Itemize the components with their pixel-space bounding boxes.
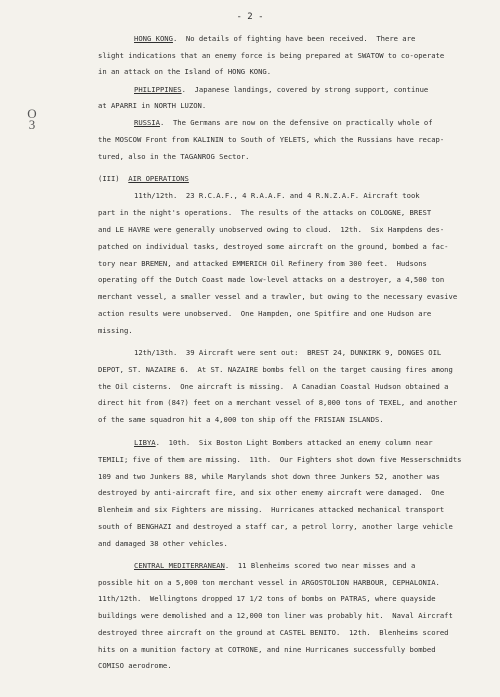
text-line: TEMILI; five of them are missing. 11th. Our Fighters shot down five Messerschmidts bbox=[98, 455, 462, 464]
text-line: COMISO aerodrome. bbox=[98, 661, 172, 670]
heading-russia: RUSSIA bbox=[134, 118, 160, 127]
text-line: part in the night's operations. The results of the attacks on COLOGNE, BREST bbox=[98, 208, 432, 217]
text-line: 109 and two Junkers 88, while Marylands shot down three Junkers 52, another was bbox=[98, 472, 440, 481]
heading-philippines: PHILIPPINES bbox=[134, 85, 182, 94]
section-heading bbox=[98, 174, 189, 184]
text-line: destroyed by anti-aircraft fire, and six other enemy aircraft were damaged. One bbox=[98, 488, 445, 497]
text-line: possible hit on a 5,000 ton merchant vessel in ARGOSTOLION HARBOUR, CEPHALONIA. bbox=[98, 578, 440, 587]
text-line: 11th/12th. 23 R.C.A.F., 4 R.A.A.F. and 4 R.N.Z.A.F. Aircraft took bbox=[134, 191, 420, 200]
text-line: patched on individual tasks, destroyed some aircraft on the ground, bombed a fac- bbox=[98, 242, 449, 251]
text-line: CENTRAL MEDITERRANEAN. 11 Blenheims scored two near misses and a bbox=[134, 561, 416, 570]
text-line: of the same squadron hit a 4,000 ton ship off the FRISIAN ISLANDS. bbox=[98, 415, 384, 424]
text-line: and LE HAVRE were generally unobserved owing to cloud. 12th. Six Hampdens des- bbox=[98, 225, 445, 234]
section-title: AIR OPERATIONS bbox=[128, 174, 189, 183]
text-line: at APARRI in NORTH LUZON. bbox=[98, 101, 207, 110]
text-line: slight indications that an enemy force is being prepared at SWATOW to co-operate bbox=[98, 51, 445, 60]
section-number: (III) bbox=[98, 174, 120, 183]
text-line: merchant vessel, a smaller vessel and a trawler, but owing to the necessary evasive bbox=[98, 292, 458, 301]
text-line: the Oil cisterns. One aircraft is missing. A Canadian Coastal Hudson obtained a bbox=[98, 382, 449, 391]
text-line: the MOSCOW Front from KALININ to South of YELETS, which the Russians have recap- bbox=[98, 135, 445, 144]
text-line: action results were unobserved. One Hampden, one Spitfire and one Hudson are bbox=[98, 309, 432, 318]
text-line: in an attack on the Island of HONG KONG. bbox=[98, 67, 272, 76]
heading-central-mediterranean: CENTRAL MEDITERRANEAN bbox=[134, 561, 225, 570]
text-line: 11th/12th. Wellingtons dropped 17 1/2 tons of bombs on PATRAS, where quayside bbox=[98, 594, 436, 603]
margin-handwritten-mark: O 3 bbox=[27, 106, 37, 132]
heading-libya: LIBYA bbox=[134, 438, 156, 447]
text-line: PHILIPPINES. Japanese landings, covered by strong support, continue bbox=[134, 85, 429, 94]
text-line: missing. bbox=[98, 326, 133, 335]
text-line: operating off the Dutch Coast made low-level attacks on a destroyer, a 4,500 ton bbox=[98, 275, 445, 284]
text-line: LIBYA. 10th. Six Boston Light Bombers attacked an enemy column near bbox=[134, 438, 433, 447]
text-line: RUSSIA. The Germans are now on the defensive on practically whole of bbox=[134, 118, 433, 127]
text-line: tured, also in the TAGANROG Sector. bbox=[98, 152, 250, 161]
text-line: DEPOT, ST. NAZAIRE 6. At ST. NAZAIRE bombs fell on the target causing fires among bbox=[98, 365, 453, 374]
text-line: south of BENGHAZI and destroyed a staff car, a petrol lorry, another large vehicle bbox=[98, 522, 453, 531]
text-line: hits on a munition factory at COTRONE, and nine Hurricanes successfully bombed bbox=[98, 645, 436, 654]
text-line: and damaged 38 other vehicles. bbox=[98, 539, 228, 548]
page-number: - 2 - bbox=[236, 12, 264, 22]
text-line: 12th/13th. 39 Aircraft were sent out: BREST 24, DUNKIRK 9, DONGES OIL bbox=[134, 348, 442, 357]
heading-hong-kong: HONG KONG bbox=[134, 34, 173, 43]
text-line: HONG KONG. No details of fighting have been received. There are bbox=[134, 34, 416, 43]
text-line: direct hit from (84?) feet on a merchant vessel of 8,000 tons of TEXEL, and another bbox=[98, 398, 458, 407]
text-line: destroyed three aircraft on the ground at CASTEL BENITO. 12th. Blenheims scored bbox=[98, 628, 449, 637]
text-line: Blenheim and six Fighters are missing. Hurricanes attacked mechanical transport bbox=[98, 505, 445, 514]
text-line: tory near BREMEN, and attacked EMMERICH Oil Refinery from 300 feet. Hudsons bbox=[98, 259, 427, 268]
text-line: buildings were demolished and a 12,000 ton liner was probably hit. Naval Aircraft bbox=[98, 611, 453, 620]
